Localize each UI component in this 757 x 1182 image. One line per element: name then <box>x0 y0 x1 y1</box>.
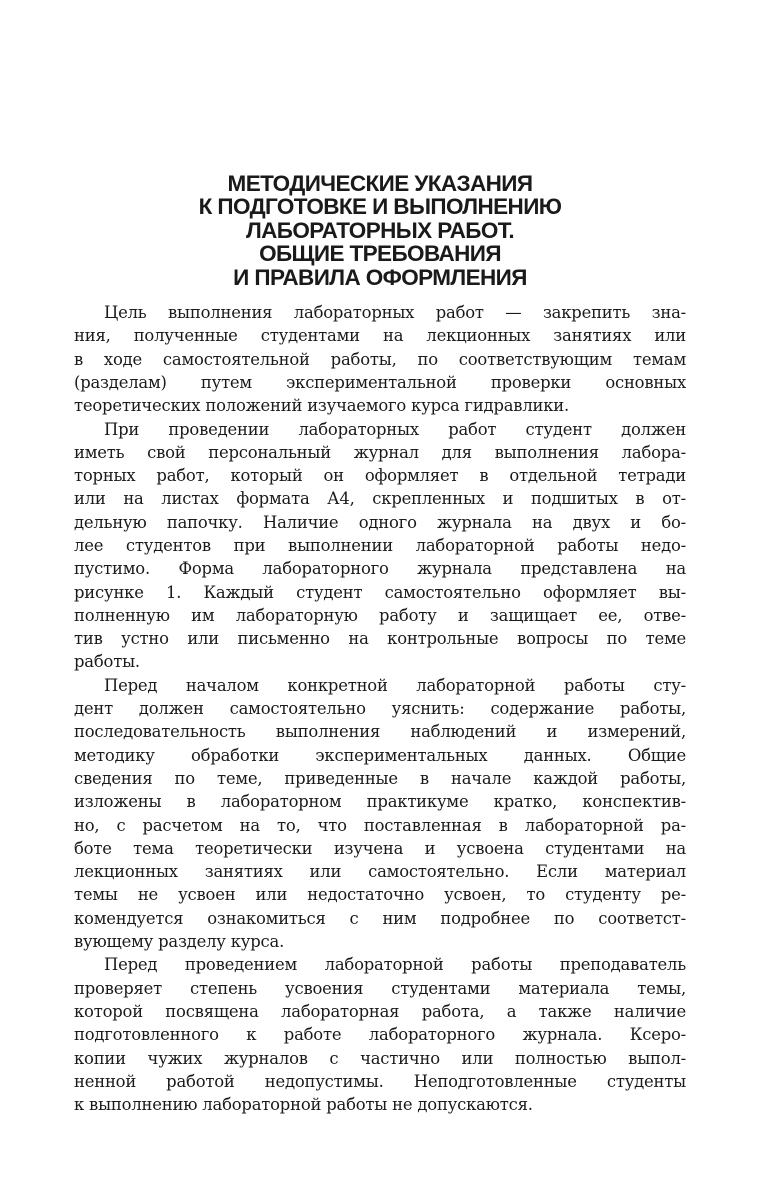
title-line: ОБЩИЕ ТРЕБОВАНИЯ <box>259 241 501 267</box>
title-line: ЛАБОРАТОРНЫХ РАБОТ. <box>245 217 515 243</box>
body-text <box>74 301 686 1116</box>
text-line: ния, полученные студентами на лекционных занятиях или <box>74 326 686 346</box>
text-line: дельную папочку. Наличие одного журнала на двух и бо- <box>74 512 686 532</box>
text-line: темы не усвоен или недостаточно усвоен, то студенту ре- <box>74 885 686 905</box>
text-line: которой посвящена лабораторная работа, а также наличие <box>74 1001 686 1021</box>
paragraph-checking <box>74 953 686 1116</box>
text-line: торных работ, который он оформляет в отдельной тетради <box>74 466 686 486</box>
title-line: К ПОДГОТОВКЕ И ВЫПОЛНЕНИЮ <box>198 194 562 220</box>
text-line: дент должен самостоятельно уяснить: содержание работы, <box>74 699 686 719</box>
text-line: Цель выполнения лабораторных работ — закрепить зна- <box>104 303 686 323</box>
paragraph-preparation <box>74 674 686 954</box>
text-line: При проведении лабораторных работ студент должен <box>104 419 686 439</box>
section-title <box>74 172 686 289</box>
text-line: пустимо. Форма лабораторного журнала представлена на <box>74 559 686 579</box>
text-line: рисунке 1. Каждый студент самостоятельно оформляет вы- <box>74 582 686 602</box>
text-line: лекционных занятиях или самостоятельно. Если материал <box>74 862 686 882</box>
text-line: вующему разделу курса. <box>74 932 285 952</box>
text-line: в ходе самостоятельной работы, по соответствующим темам <box>74 349 686 369</box>
document-page <box>74 172 686 1116</box>
text-line: иметь свой персональный журнал для выполнения лабора- <box>74 442 686 462</box>
text-line: лее студентов при выполнении лабораторной работы недо- <box>74 536 686 555</box>
text-line: или на листах формата А4, скрепленных и подшитых в от- <box>74 489 686 509</box>
text-line: Перед началом конкретной лабораторной работы сту- <box>104 675 686 695</box>
text-line: комендуется ознакомиться с ним подробнее по соответст- <box>74 908 686 928</box>
text-line: подготовленного к работе лабораторного журнала. Ксеро- <box>74 1025 686 1045</box>
text-line: к выполнению лабораторной работы не допускаются. <box>74 1095 533 1115</box>
text-line: сведения по теме, приведенные в начале каждой работы, <box>74 768 686 788</box>
text-line: (разделам) путем экспериментальной проверки основных <box>74 372 686 392</box>
text-line: ненной работой недопустимы. Неподготовленные студенты <box>74 1071 686 1091</box>
text-line: изложены в лабораторном практикуме кратко, конспектив- <box>74 792 686 812</box>
text-line: боте тема теоретически изучена и усвоена студентами на <box>74 838 686 858</box>
text-line: методику обработки экспериментальных данных. Общие <box>74 745 686 765</box>
text-line: проверяет степень усвоения студентами материала темы, <box>74 978 686 998</box>
title-line: МЕТОДИЧЕСКИЕ УКАЗАНИЯ <box>227 171 533 196</box>
paragraph-purpose <box>74 301 686 417</box>
text-line: последовательность выполнения наблюдений и измерений, <box>74 722 686 742</box>
text-line: но, с расчетом на то, что поставленная в лабораторной ра- <box>74 815 686 835</box>
text-line: тив устно или письменно на контрольные вопросы по теме <box>74 629 686 649</box>
text-line: полненную им лабораторную работу и защищает ее, отве- <box>74 605 686 625</box>
text-line: копии чужих журналов с частично или полностью выпол- <box>74 1048 686 1068</box>
paragraph-journal <box>74 418 686 674</box>
text-line: работы. <box>74 652 140 672</box>
title-line: И ПРАВИЛА ОФОРМЛЕНИЯ <box>233 264 527 290</box>
text-line: Перед проведением лабораторной работы преподаватель <box>104 955 686 975</box>
text-line: теоретических положений изучаемого курса гидравлики. <box>74 396 570 416</box>
